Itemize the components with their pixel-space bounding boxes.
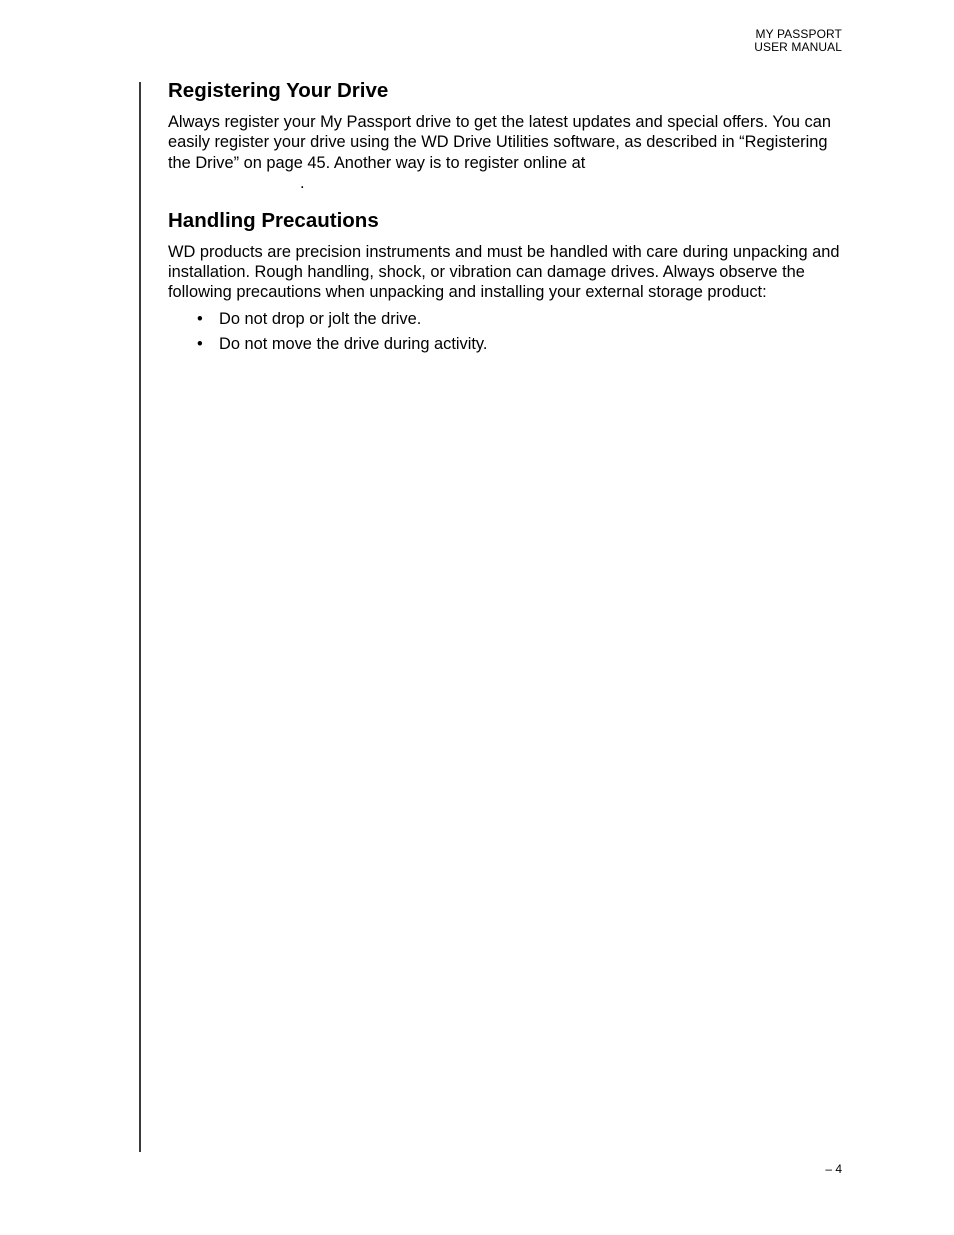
registration-link-line (168, 173, 848, 193)
list-item (168, 334, 848, 354)
section-registering-drive (168, 76, 848, 193)
page-number: – 4 (825, 1162, 842, 1176)
section-paragraph: WD products are precision instruments and must be handled with care during unpacking and installation. Rough handling, shock, or vibration can damage drives. Always observe the following precautions when unpacking and installing your external storage product: (168, 242, 840, 302)
list-item-text: Do not move the drive during activity. (219, 335, 488, 354)
left-margin-rule (139, 82, 141, 1152)
page-content (168, 76, 848, 359)
bullet-icon: • (197, 309, 203, 328)
header-product-name: MY PASSPORT (755, 27, 842, 41)
paragraph-text: Always register your My Passport drive to get the latest updates and special offers. You can easily register your drive using the WD Drive Utilities software, as described in “Registering the Drive” on page 45. Another way is to register online at (168, 113, 831, 172)
section-heading: Registering Your Drive (168, 79, 389, 102)
section-paragraph (168, 112, 848, 193)
sentence-period: . (300, 173, 305, 192)
list-item-text: Do not drop or jolt the drive. (219, 309, 422, 328)
bullet-icon: • (197, 335, 203, 354)
header-document-type: USER MANUAL (754, 40, 842, 54)
section-heading: Handling Precautions (168, 208, 379, 232)
precautions-list (168, 309, 848, 355)
section-handling-precautions (168, 206, 848, 354)
list-item (168, 309, 848, 329)
running-header (754, 28, 842, 54)
